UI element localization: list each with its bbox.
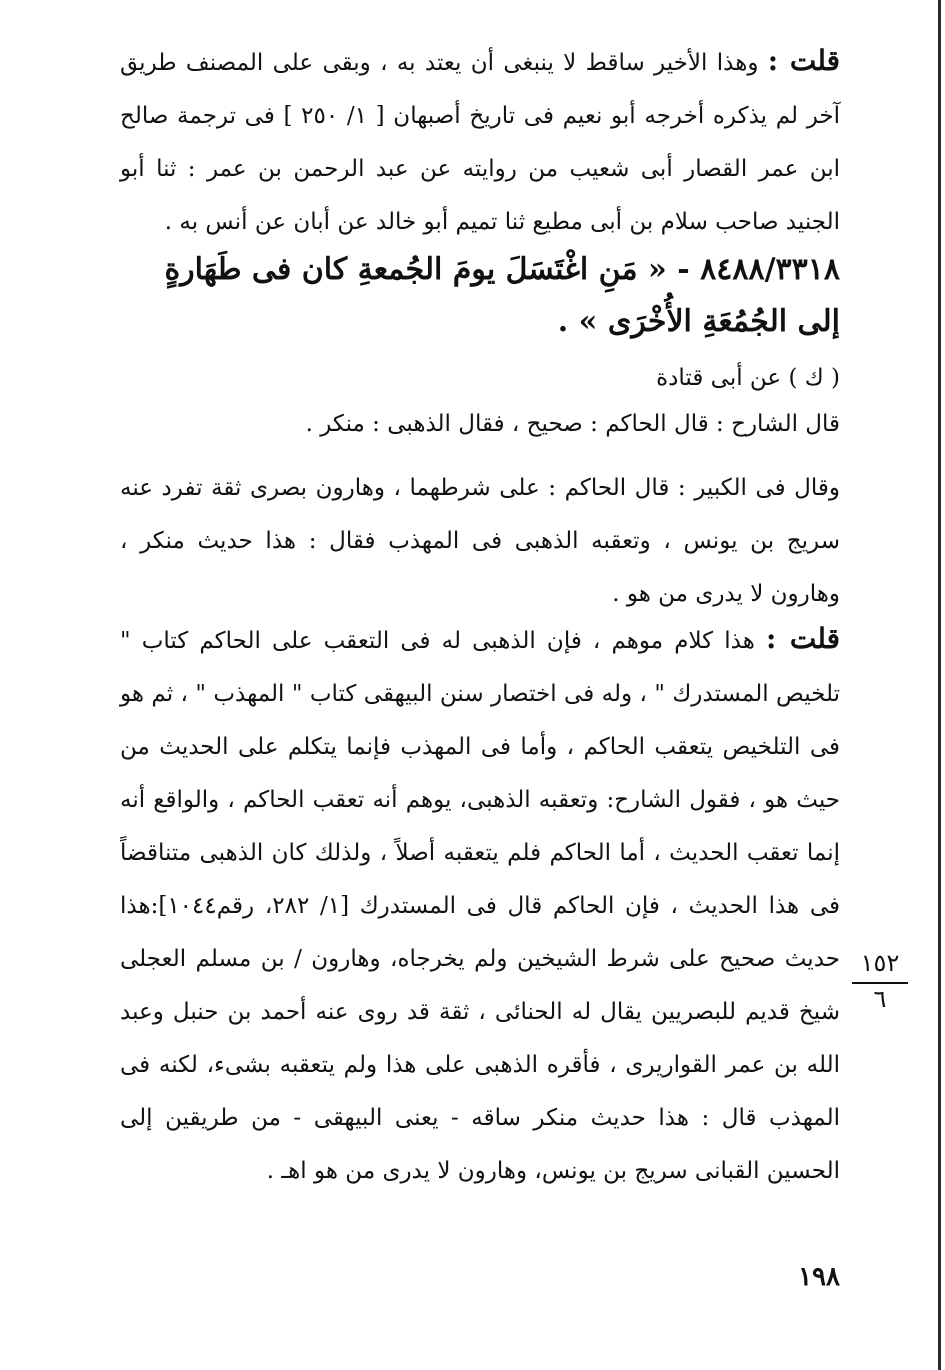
- hadith-source: ( ك ) عن أبى قتادة: [656, 365, 840, 391]
- qult-lead: قلت :: [767, 44, 841, 77]
- hadith-entry: [120, 244, 840, 348]
- qult-lead: قلت :: [765, 622, 841, 655]
- marginal-ref-top: ١٥٢: [860, 949, 900, 977]
- qult-text: هذا كلام موهم ، فإن الذهبى له فى التعقب على الحاكم كتاب " تلخيص المستدرك " ، وله فى اختصار سنن البيهقى كتاب " المهذب " ، ثم هو فى التلخيص يتعقب الحاكم ، وأما فى المهذب فإنما يتكلم على الحديث من حيث هو ، فقول الشارح: وتعقبه الذهبى، يوهم أنه تعقب الحاكم ، والواقع أنه إنما تعقب الحديث ، أما الحاكم فلم يتعقبه أصلاً ، ولذلك كان الذهبى متناقضاً فى هذا الحديث ، فإن الحاكم قال فى المستدرك [١/ ٢٨٢، رقم١٠٤٤]:هذا حديث صحيح على شرط الشيخين ولم يخرجاه، وهارون / بن مسلم العجلى شيخ قديم للبصريين يقال له الحنائى ، ثقة قد روى عنه أحمد بن حنبل وعبد الله بن عمر القواريرى ، فأقره الذهبى على هذا ولم يتعقبه بشىء، لكنه فى المهذب قال : هذا حديث منكر ساقه - يعنى البيهقى - من طريقين إلى الحسين القبانى سريج بن يونس، وهارون لا يدرى من هو اهـ .: [120, 628, 840, 1184]
- marginal-reference: [852, 949, 908, 1013]
- page-number: ١٩٨: [798, 1262, 840, 1292]
- intro-paragraph: [120, 34, 840, 249]
- marginal-ref-bottom: ٦: [873, 985, 887, 1013]
- hadith-text: - « مَنِ اغْتَسَلَ يومَ الجُمعةِ كان فى طَهَارةٍ إلى الجُمُعَةِ الأُخْرَى » .: [164, 252, 840, 339]
- sharih-line: قال الشارح : قال الحاكم : صحيح ، فقال الذهبى : منكر .: [305, 411, 840, 437]
- marginal-rule: [852, 982, 908, 984]
- qult-paragraph: [120, 612, 840, 1198]
- hadith-number: ٨٤٨٨/٣٣١٨: [700, 252, 840, 287]
- intro-text: وهذا الأخير ساقط لا ينبغى أن يعتد به ، وبقى على المصنف طريق آخر لم يذكره أخرجه أبو نعيم فى تاريخ أصبهان [ ١/ ٢٥٠ ] فى ترجمة صالح ابن عمر القصار أبى شعيب من روايته عن عبد الرحمن بن عمر : ثنا أبو الجنيد صاحب سلام بن أبى مطيع ثنا تميم أبو خالد عن أبان عن أنس به .: [120, 50, 840, 235]
- kabir-paragraph: وقال فى الكبير : قال الحاكم : على شرطهما ، وهارون بصرى ثقة تفرد عنه سريج بن يونس ، وتعقبه الذهبى فى المهذب فقال : هذا حديث منكر ، وهارون لا يدرى من هو .: [120, 475, 840, 607]
- page-edge-line: [938, 0, 941, 1370]
